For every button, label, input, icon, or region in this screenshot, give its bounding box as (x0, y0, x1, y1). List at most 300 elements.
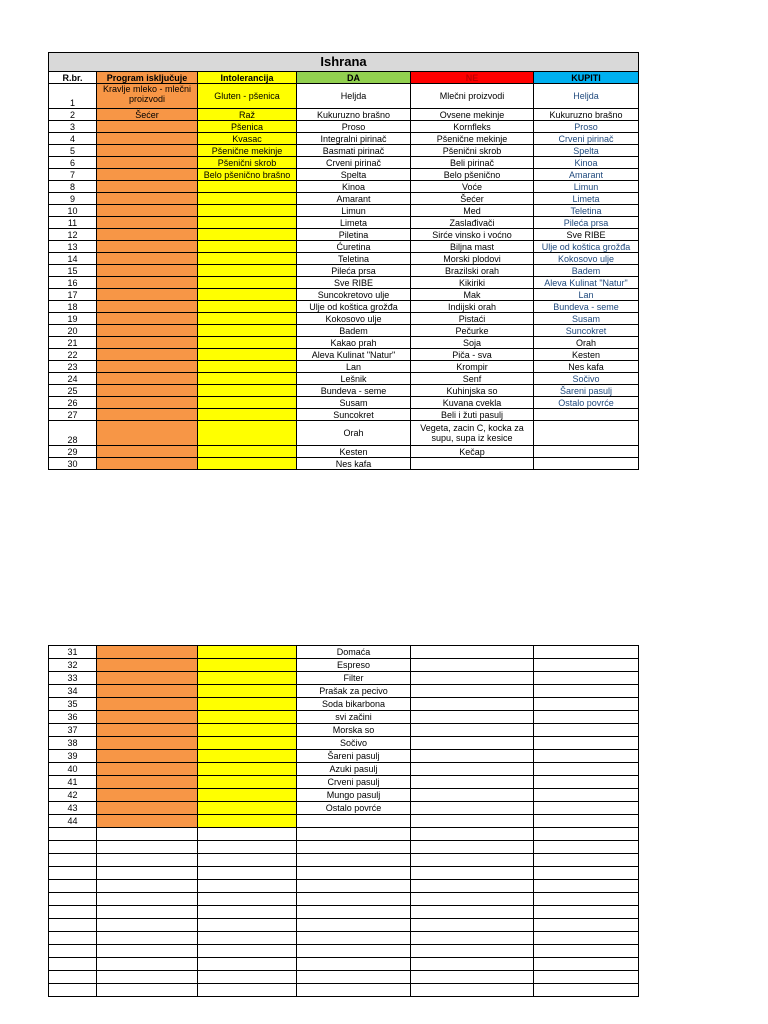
table-row (49, 385, 639, 397)
da-cell: Badem (297, 325, 411, 337)
row-number: 14 (49, 253, 97, 265)
empty-row (49, 906, 639, 919)
empty-cell (49, 880, 97, 893)
table-row (49, 121, 639, 133)
ne-cell: Pšenični skrob (411, 145, 534, 157)
empty-row (49, 828, 639, 841)
intolerancija-cell (198, 277, 297, 289)
kupiti-cell (534, 672, 639, 685)
empty-cell (49, 958, 97, 971)
ne-cell: Brazilski orah (411, 265, 534, 277)
intolerancija-cell (198, 789, 297, 802)
empty-cell (198, 854, 297, 867)
row-number: 39 (49, 750, 97, 763)
ne-cell: Vegeta, zacin C, kocka za supu, supa iz kesice (411, 421, 534, 446)
kupiti-cell (534, 659, 639, 672)
empty-cell (297, 971, 411, 984)
table-row (49, 84, 639, 109)
intolerancija-cell (198, 265, 297, 277)
da-cell: Limun (297, 205, 411, 217)
empty-cell (97, 971, 198, 984)
header-row (49, 72, 639, 84)
da-cell: Amarant (297, 193, 411, 205)
empty-cell (198, 841, 297, 854)
da-cell: Mungo pasulj (297, 789, 411, 802)
program-cell (97, 646, 198, 659)
empty-cell (534, 958, 639, 971)
empty-row (49, 919, 639, 932)
da-cell: Sve RIBE (297, 277, 411, 289)
intolerancija-cell (198, 313, 297, 325)
row-number: 7 (49, 169, 97, 181)
table-row (49, 397, 639, 409)
intolerancija-cell (198, 802, 297, 815)
empty-cell (297, 984, 411, 997)
kupiti-cell: Ostalo povrće (534, 397, 639, 409)
intolerancija-cell: Raž (198, 109, 297, 121)
program-cell (97, 289, 198, 301)
header-kupiti: KUPITI (534, 72, 639, 84)
empty-cell (297, 880, 411, 893)
row-number: 15 (49, 265, 97, 277)
kupiti-cell (534, 698, 639, 711)
row-number: 26 (49, 397, 97, 409)
program-cell (97, 133, 198, 145)
row-number: 30 (49, 458, 97, 470)
da-cell: Azuki pasulj (297, 763, 411, 776)
ne-cell (411, 724, 534, 737)
row-number: 27 (49, 409, 97, 421)
empty-row (49, 893, 639, 906)
row-number: 8 (49, 181, 97, 193)
da-cell: Aleva Kulinat "Natur" (297, 349, 411, 361)
ne-cell: Šećer (411, 193, 534, 205)
kupiti-cell: Bundeva - seme (534, 301, 639, 313)
row-number: 18 (49, 301, 97, 313)
da-cell: Pileća prsa (297, 265, 411, 277)
program-cell (97, 737, 198, 750)
da-cell: Heljda (297, 84, 411, 109)
program-cell (97, 385, 198, 397)
empty-cell (411, 841, 534, 854)
ne-cell (411, 685, 534, 698)
kupiti-cell: Badem (534, 265, 639, 277)
row-number: 37 (49, 724, 97, 737)
empty-row (49, 854, 639, 867)
ne-cell (411, 672, 534, 685)
table-row (49, 241, 639, 253)
program-cell (97, 750, 198, 763)
ne-cell: Belo pšenično (411, 169, 534, 181)
da-cell: Proso (297, 121, 411, 133)
da-cell: Piletina (297, 229, 411, 241)
empty-cell (97, 958, 198, 971)
ne-cell: Mlečni proizvodi (411, 84, 534, 109)
ne-cell: Kuhinjska so (411, 385, 534, 397)
ne-cell: Beli i žuti pasulj (411, 409, 534, 421)
empty-cell (534, 971, 639, 984)
empty-cell (198, 906, 297, 919)
empty-cell (297, 841, 411, 854)
kupiti-cell (534, 446, 639, 458)
row-number: 35 (49, 698, 97, 711)
ne-cell: Piča - sva (411, 349, 534, 361)
row-number: 44 (49, 815, 97, 828)
ishrana-table (48, 52, 639, 470)
table-row (49, 659, 639, 672)
da-cell: Sočivo (297, 737, 411, 750)
program-cell (97, 421, 198, 446)
empty-cell (198, 893, 297, 906)
da-cell: Lešnik (297, 373, 411, 385)
intolerancija-cell (198, 385, 297, 397)
intolerancija-cell (198, 685, 297, 698)
empty-row (49, 958, 639, 971)
row-number: 2 (49, 109, 97, 121)
empty-cell (198, 971, 297, 984)
table-row (49, 265, 639, 277)
ishrana-table-continued (48, 645, 639, 997)
empty-cell (411, 828, 534, 841)
table-row (49, 157, 639, 169)
table-title: Ishrana (49, 53, 639, 72)
empty-cell (198, 932, 297, 945)
row-number: 41 (49, 776, 97, 789)
row-number: 12 (49, 229, 97, 241)
ne-cell: Kikiriki (411, 277, 534, 289)
row-number: 21 (49, 337, 97, 349)
ne-cell (411, 659, 534, 672)
row-number: 23 (49, 361, 97, 373)
row-number: 9 (49, 193, 97, 205)
da-cell: Suncokret (297, 409, 411, 421)
ne-cell (411, 802, 534, 815)
table-row (49, 750, 639, 763)
program-cell (97, 763, 198, 776)
kupiti-cell (534, 724, 639, 737)
kupiti-cell: Teletina (534, 205, 639, 217)
empty-row (49, 932, 639, 945)
empty-row (49, 867, 639, 880)
empty-cell (97, 906, 198, 919)
table-row (49, 446, 639, 458)
empty-cell (97, 828, 198, 841)
kupiti-cell: Kokosovo ulje (534, 253, 639, 265)
ne-cell: Beli pirinač (411, 157, 534, 169)
intolerancija-cell: Kvasac (198, 133, 297, 145)
da-cell: Crveni pasulj (297, 776, 411, 789)
table-row (49, 217, 639, 229)
empty-cell (49, 828, 97, 841)
table-row (49, 409, 639, 421)
empty-cell (97, 867, 198, 880)
intolerancija-cell (198, 776, 297, 789)
intolerancija-cell (198, 325, 297, 337)
empty-row (49, 841, 639, 854)
row-number: 10 (49, 205, 97, 217)
kupiti-cell (534, 802, 639, 815)
kupiti-cell: Limeta (534, 193, 639, 205)
program-cell (97, 659, 198, 672)
empty-cell (297, 893, 411, 906)
da-cell: Spelta (297, 169, 411, 181)
kupiti-cell: Limun (534, 181, 639, 193)
empty-cell (534, 893, 639, 906)
row-number: 19 (49, 313, 97, 325)
empty-cell (49, 919, 97, 932)
kupiti-cell: Orah (534, 337, 639, 349)
program-cell (97, 802, 198, 815)
kupiti-cell (534, 776, 639, 789)
ne-cell: Biljna mast (411, 241, 534, 253)
program-cell (97, 301, 198, 313)
ne-cell (411, 763, 534, 776)
kupiti-cell: Aleva Kulinat "Natur" (534, 277, 639, 289)
intolerancija-cell (198, 373, 297, 385)
row-number: 32 (49, 659, 97, 672)
da-cell: Soda bikarbona (297, 698, 411, 711)
intolerancija-cell (198, 737, 297, 750)
header-rbr: R.br. (49, 72, 97, 84)
ne-cell: Mak (411, 289, 534, 301)
ne-cell: Sirće vinsko i voćno (411, 229, 534, 241)
intolerancija-cell (198, 397, 297, 409)
table-row (49, 815, 639, 828)
program-cell (97, 205, 198, 217)
table-row (49, 776, 639, 789)
program-cell (97, 121, 198, 133)
intolerancija-cell (198, 193, 297, 205)
table-row (49, 724, 639, 737)
ne-cell (411, 646, 534, 659)
program-cell (97, 217, 198, 229)
empty-cell (198, 984, 297, 997)
ne-cell: Soja (411, 337, 534, 349)
row-number: 17 (49, 289, 97, 301)
empty-cell (297, 958, 411, 971)
empty-cell (297, 906, 411, 919)
empty-cell (411, 893, 534, 906)
ne-cell (411, 737, 534, 750)
empty-cell (297, 919, 411, 932)
row-number: 28 (49, 421, 97, 446)
row-number: 20 (49, 325, 97, 337)
ne-cell: Med (411, 205, 534, 217)
kupiti-cell: Kesten (534, 349, 639, 361)
intolerancija-cell (198, 421, 297, 446)
kupiti-cell: Spelta (534, 145, 639, 157)
empty-cell (411, 958, 534, 971)
empty-cell (534, 841, 639, 854)
da-cell: Integralni pirinač (297, 133, 411, 145)
intolerancija-cell (198, 409, 297, 421)
program-cell (97, 672, 198, 685)
empty-cell (49, 841, 97, 854)
program-cell (97, 698, 198, 711)
da-cell: Prašak za pecivo (297, 685, 411, 698)
da-cell: Morska so (297, 724, 411, 737)
empty-cell (97, 984, 198, 997)
intolerancija-cell: Pšenični skrob (198, 157, 297, 169)
kupiti-cell: Susam (534, 313, 639, 325)
table-row (49, 193, 639, 205)
kupiti-cell (534, 789, 639, 802)
program-cell (97, 409, 198, 421)
kupiti-cell: Nes kafa (534, 361, 639, 373)
header-da: DA (297, 72, 411, 84)
empty-cell (411, 880, 534, 893)
empty-cell (97, 893, 198, 906)
empty-cell (411, 984, 534, 997)
program-cell (97, 241, 198, 253)
intolerancija-cell: Belo pšenično brašno (198, 169, 297, 181)
empty-cell (411, 945, 534, 958)
program-cell (97, 724, 198, 737)
empty-cell (534, 932, 639, 945)
empty-cell (198, 919, 297, 932)
empty-cell (534, 854, 639, 867)
intolerancija-cell (198, 289, 297, 301)
row-number: 34 (49, 685, 97, 698)
da-cell: Susam (297, 397, 411, 409)
program-cell (97, 446, 198, 458)
row-number: 16 (49, 277, 97, 289)
da-cell: Ćuretina (297, 241, 411, 253)
empty-cell (297, 945, 411, 958)
ne-cell: Kornfleks (411, 121, 534, 133)
ne-cell: Zaslađivači (411, 217, 534, 229)
table-row (49, 373, 639, 385)
empty-cell (49, 867, 97, 880)
ne-cell (411, 789, 534, 802)
empty-cell (198, 828, 297, 841)
row-number: 33 (49, 672, 97, 685)
row-number: 3 (49, 121, 97, 133)
empty-cell (97, 932, 198, 945)
empty-cell (534, 867, 639, 880)
intolerancija-cell (198, 337, 297, 349)
da-cell: Kesten (297, 446, 411, 458)
row-number: 24 (49, 373, 97, 385)
table-row (49, 711, 639, 724)
table-row (49, 646, 639, 659)
intolerancija-cell (198, 301, 297, 313)
row-number: 13 (49, 241, 97, 253)
kupiti-cell (534, 409, 639, 421)
empty-cell (97, 945, 198, 958)
intolerancija-cell (198, 659, 297, 672)
empty-cell (49, 906, 97, 919)
program-cell (97, 373, 198, 385)
empty-cell (534, 906, 639, 919)
kupiti-cell: Heljda (534, 84, 639, 109)
da-cell: Bundeva - seme (297, 385, 411, 397)
empty-cell (411, 919, 534, 932)
kupiti-cell: Pileća prsa (534, 217, 639, 229)
table-row (49, 325, 639, 337)
empty-cell (49, 893, 97, 906)
empty-cell (411, 867, 534, 880)
row-number: 4 (49, 133, 97, 145)
empty-cell (534, 880, 639, 893)
kupiti-cell (534, 750, 639, 763)
kupiti-cell (534, 646, 639, 659)
row-number: 1 (49, 84, 97, 109)
empty-cell (198, 880, 297, 893)
program-cell (97, 253, 198, 265)
intolerancija-cell: Pšenične mekinje (198, 145, 297, 157)
program-cell (97, 169, 198, 181)
intolerancija-cell (198, 241, 297, 253)
intolerancija-cell (198, 181, 297, 193)
intolerancija-cell (198, 349, 297, 361)
kupiti-cell: Amarant (534, 169, 639, 181)
intolerancija-cell: Gluten - pšenica (198, 84, 297, 109)
ne-cell: Morski plodovi (411, 253, 534, 265)
ne-cell: Pistaći (411, 313, 534, 325)
program-cell (97, 349, 198, 361)
ne-cell (411, 458, 534, 470)
da-cell: Domaća (297, 646, 411, 659)
row-number: 5 (49, 145, 97, 157)
empty-cell (198, 958, 297, 971)
ne-cell: Voće (411, 181, 534, 193)
table-row (49, 763, 639, 776)
empty-cell (534, 984, 639, 997)
kupiti-cell (534, 815, 639, 828)
intolerancija-cell (198, 446, 297, 458)
ne-cell (411, 776, 534, 789)
da-cell: Filter (297, 672, 411, 685)
table-row (49, 361, 639, 373)
program-cell: Šećer (97, 109, 198, 121)
da-cell: Basmati pirinač (297, 145, 411, 157)
kupiti-cell: Kukuruzno brašno (534, 109, 639, 121)
program-cell (97, 361, 198, 373)
da-cell: Lan (297, 361, 411, 373)
empty-row (49, 945, 639, 958)
kupiti-cell (534, 737, 639, 750)
row-number: 43 (49, 802, 97, 815)
program-cell (97, 458, 198, 470)
table-row (49, 802, 639, 815)
intolerancija-cell (198, 750, 297, 763)
header-program: Program isključuje (97, 72, 198, 84)
empty-cell (411, 971, 534, 984)
table-row (49, 277, 639, 289)
da-cell: Kakao prah (297, 337, 411, 349)
kupiti-cell: Crveni pirinač (534, 133, 639, 145)
ne-cell: Pšenične mekinje (411, 133, 534, 145)
kupiti-cell (534, 421, 639, 446)
empty-cell (97, 880, 198, 893)
ne-cell (411, 815, 534, 828)
table-row (49, 313, 639, 325)
table-row (49, 301, 639, 313)
intolerancija-cell (198, 646, 297, 659)
da-cell: Suncokretovo ulje (297, 289, 411, 301)
empty-cell (97, 841, 198, 854)
program-cell (97, 397, 198, 409)
ne-cell (411, 711, 534, 724)
kupiti-cell: Ulje od koštica grožđa (534, 241, 639, 253)
table-row (49, 458, 639, 470)
empty-cell (198, 867, 297, 880)
table-row (49, 181, 639, 193)
table-row (49, 145, 639, 157)
table-row (49, 421, 639, 446)
kupiti-cell (534, 711, 639, 724)
